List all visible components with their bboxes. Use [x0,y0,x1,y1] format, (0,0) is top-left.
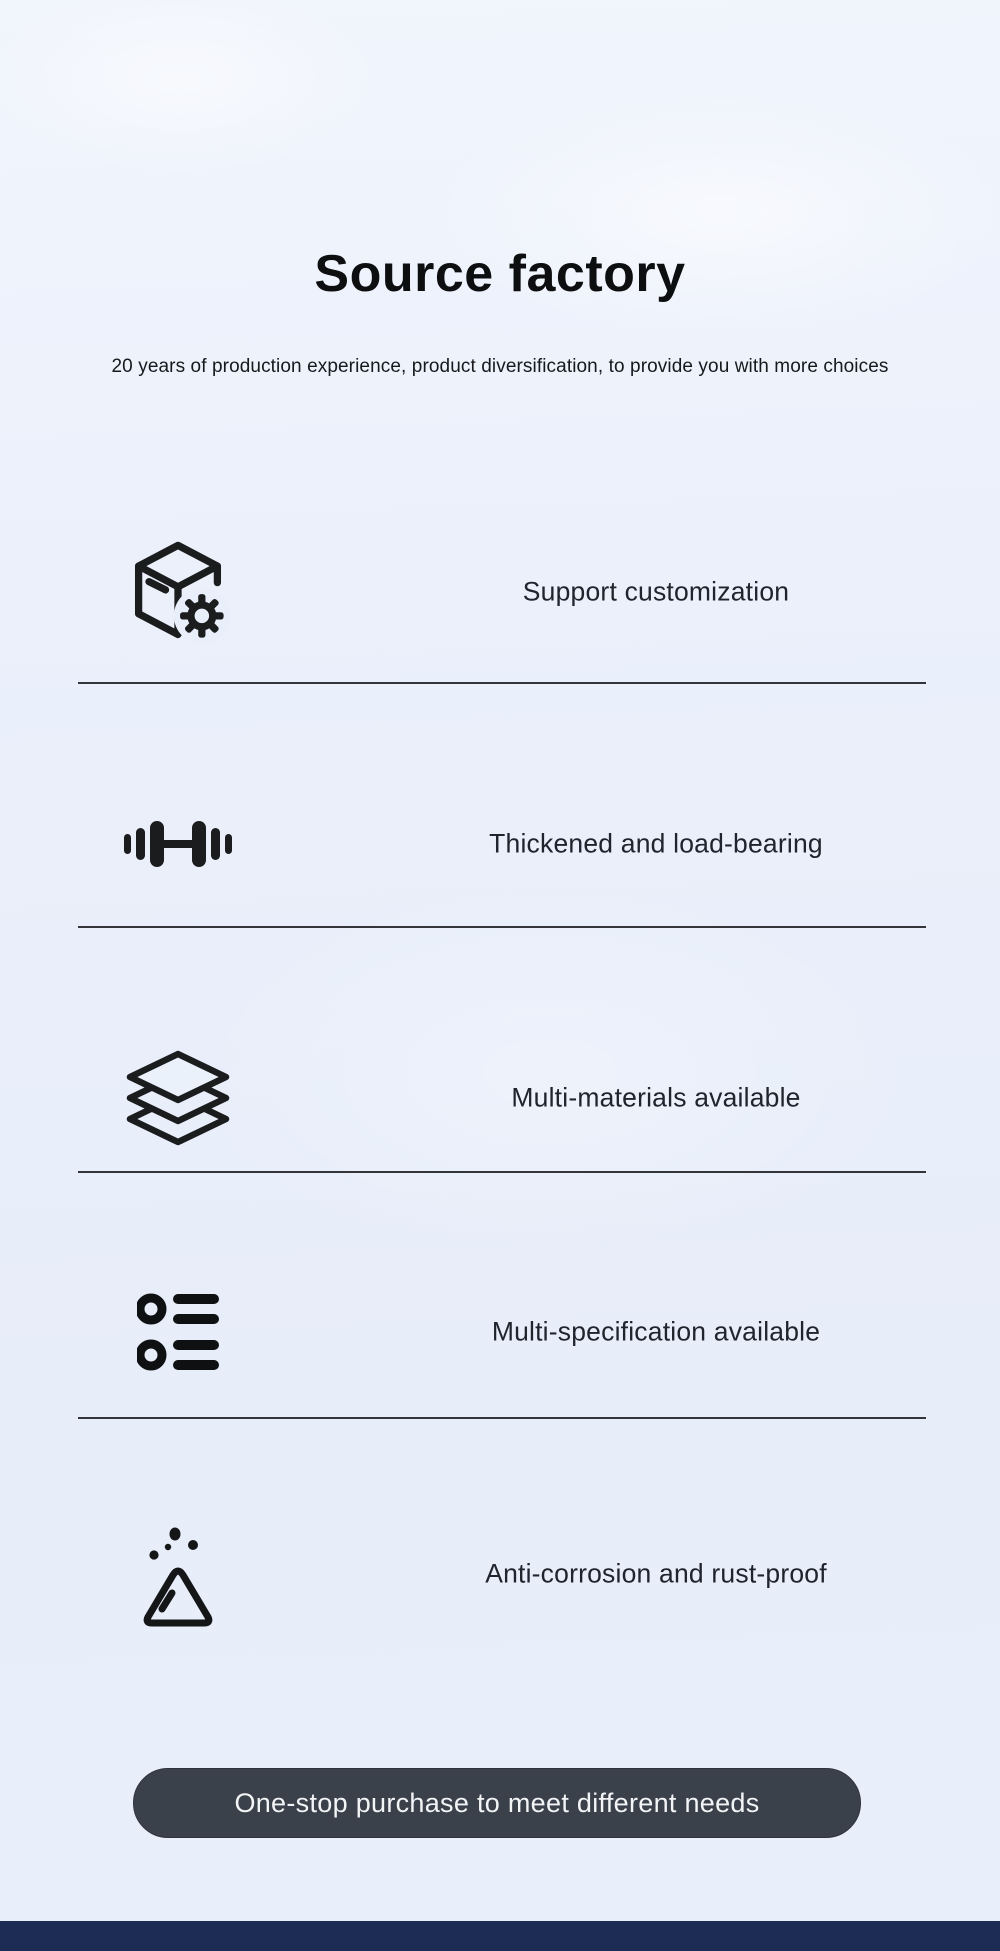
feature-label: Multi-specification available [491,1316,821,1347]
row-divider [78,926,926,928]
row-divider [78,682,926,684]
row-divider [78,1171,926,1173]
feature-row-anti-corrosion [0,1494,1000,1654]
feature-row-multi-specification [0,1252,1000,1412]
page-subtitle: 20 years of production experience, product diversification, to provide you with more choices [111,356,889,377]
feature-label: Thickened and load-bearing [489,828,823,859]
row-divider [78,1417,926,1419]
layers-icon [118,1038,238,1158]
page-title: Source factory [314,245,686,303]
cta-button[interactable]: One-stop purchase to meet different needs [133,1768,861,1838]
dumbbell-icon [118,784,238,904]
powder-pile-icon [118,1514,238,1634]
feature-label: Anti-corrosion and rust-proof [485,1558,827,1589]
feature-label: Support customization [522,576,790,607]
feature-row-multi-materials [0,1018,1000,1178]
feature-row-support-customization [0,512,1000,672]
next-section-strip [0,1921,1000,1951]
list-bullets-icon [118,1272,238,1392]
feature-row-load-bearing [0,764,1000,924]
feature-label: Multi-materials available [511,1082,801,1113]
cube-gear-icon [118,532,238,652]
